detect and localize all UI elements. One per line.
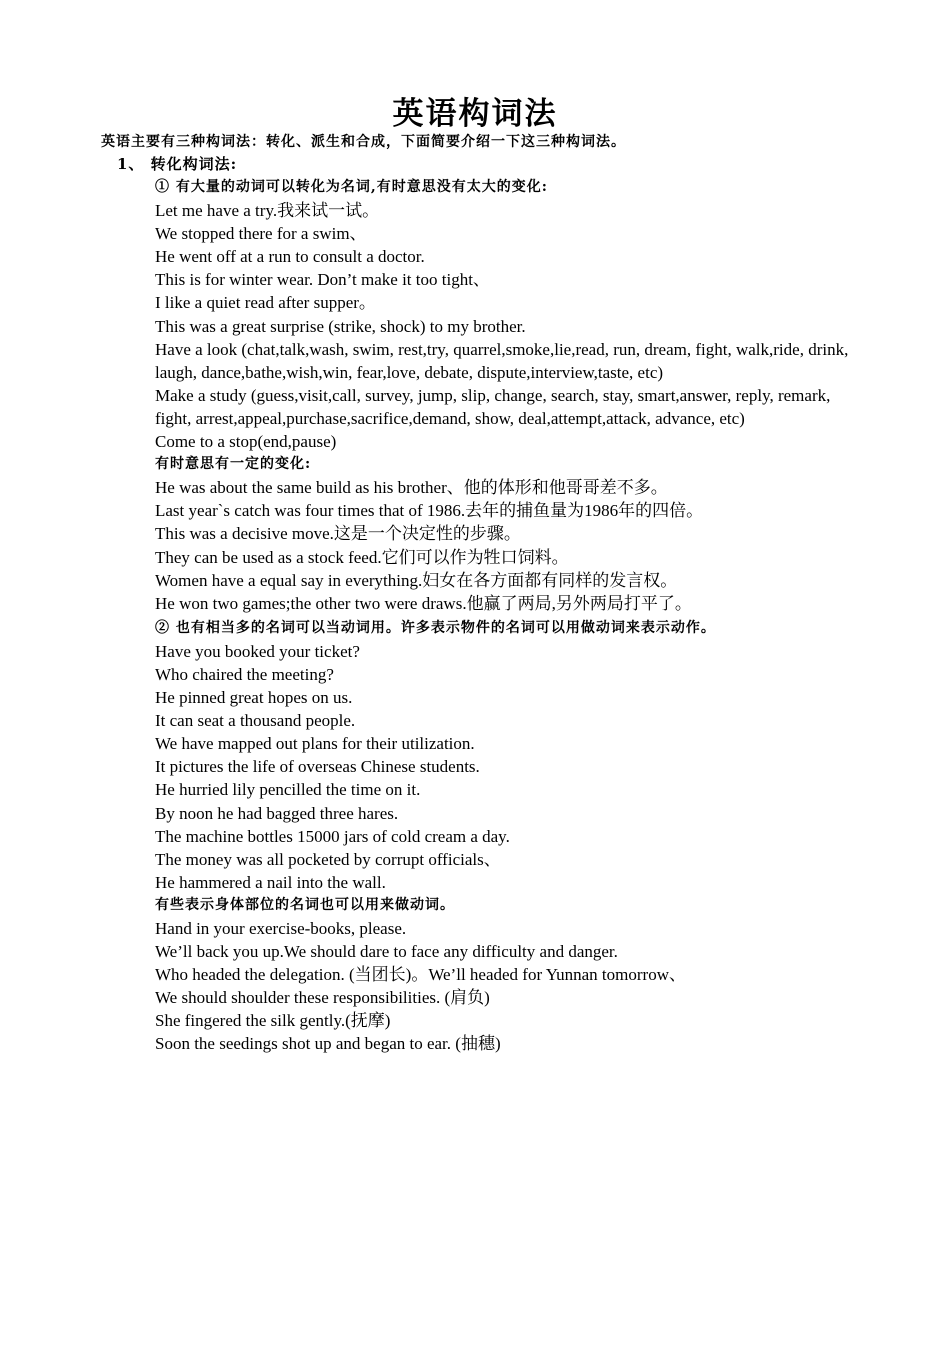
example-line: Let me have a try.我来试一试。 xyxy=(155,201,380,221)
example-line: Have a look (chat,talk,wash, swim, rest,try, quarrel,smoke,lie,read, run, dream, fight, walk,ride, drink, laugh, dance,bathe,wish,win, fear,love, debate, dispute,interview,taste, etc) xyxy=(155,339,849,382)
example-line: Soon the seedings shot up and began to ear. (抽穗) xyxy=(155,1034,501,1054)
example-line: Who chaired the meeting? xyxy=(155,664,334,684)
example-line: The machine bottles 15000 jars of cold cream a day. xyxy=(155,826,510,846)
example-line: Hand in your exercise-books, please. xyxy=(155,919,407,938)
example-line: I like a quiet read after supper。 xyxy=(155,293,376,313)
page-title: 英语构词法 xyxy=(392,96,558,132)
example-line: He went off at a run to consult a doctor. xyxy=(155,247,425,267)
example-line: He pinned great hopes on us. xyxy=(155,688,353,708)
example-line: He was about the same build as his brother、他的体形和他哥哥差不多。 xyxy=(155,478,668,498)
intro-paragraph: 英语主要有三种构词法：转化、派生和合成，下面简要介绍一下这三种构词法。 xyxy=(101,134,626,150)
example-line: By noon he had bagged three hares. xyxy=(155,803,399,823)
point-two-text: ② 也有相当多的名词可以当动词用。许多表示物件的名词可以用做动词来表示动作。 xyxy=(155,619,716,636)
example-line: This was a decisive move.这是一个决定性的步骤。 xyxy=(155,524,521,544)
note-line: 有时意思有一定的变化: xyxy=(155,456,312,473)
example-line: They can be used as a stock feed.它们可以作为牲口饲料。 xyxy=(155,547,569,567)
example-line: Make a study (guess,visit,call, survey, jump, slip, change, search, stay, smart,answer, reply, remark, fight, arrest,appeal,purchase,sacrifice,demand, show, deal,attempt,attack, advance, etc) xyxy=(155,385,831,428)
example-line: He hurried lily pencilled the time on it. xyxy=(155,780,421,800)
example-line: Last year`s catch was four times that of 1986.去年的捕鱼量为1986年的四倍。 xyxy=(155,501,704,521)
example-line: Women have a equal say in everything.妇女在各方面都有同样的发言权。 xyxy=(155,570,678,590)
point-one-heading: ① 有大量的动词可以转化为名词,有时意思没有太大的变化: xyxy=(155,179,548,195)
example-line: Come to a stop(end,pause) xyxy=(155,432,337,452)
note-line: 有些表示身体部位的名词也可以用来做动词。 xyxy=(155,896,455,913)
document-body xyxy=(155,176,869,1056)
example-line: Who headed the delegation. (当团长)。We’ll headed for Yunnan tomorrow、 xyxy=(155,965,686,985)
example-line: We’ll back you up.We should dare to face any difficulty and danger. xyxy=(155,942,618,962)
point-two-heading xyxy=(155,615,869,640)
section-heading xyxy=(117,153,237,174)
example-line: We stopped there for a swim、 xyxy=(155,224,367,244)
example-line: She fingered the silk gently.(抚摩) xyxy=(155,1011,391,1031)
example-line: We should shoulder these responsibilities. (肩负) xyxy=(155,988,490,1008)
example-line: He hammered a nail into the wall. xyxy=(155,872,386,892)
example-line: This is for winter wear. Don’t make it too tight、 xyxy=(155,270,490,290)
example-line: The money was all pocketed by corrupt officials、 xyxy=(155,849,501,869)
example-line: It pictures the life of overseas Chinese students. xyxy=(155,757,480,777)
example-line: It can seat a thousand people. xyxy=(155,711,356,731)
section-number: 1、 xyxy=(117,155,145,173)
example-line: He won two games;the other two were draws.他赢了两局,另外两局打平了。 xyxy=(155,593,692,613)
example-line: We have mapped out plans for their utilization. xyxy=(155,734,475,754)
example-line: This was a great surprise (strike, shock) to my brother. xyxy=(155,316,526,336)
example-line: Have you booked your ticket? xyxy=(155,641,360,661)
section-label: 转化构词法: xyxy=(150,155,238,173)
